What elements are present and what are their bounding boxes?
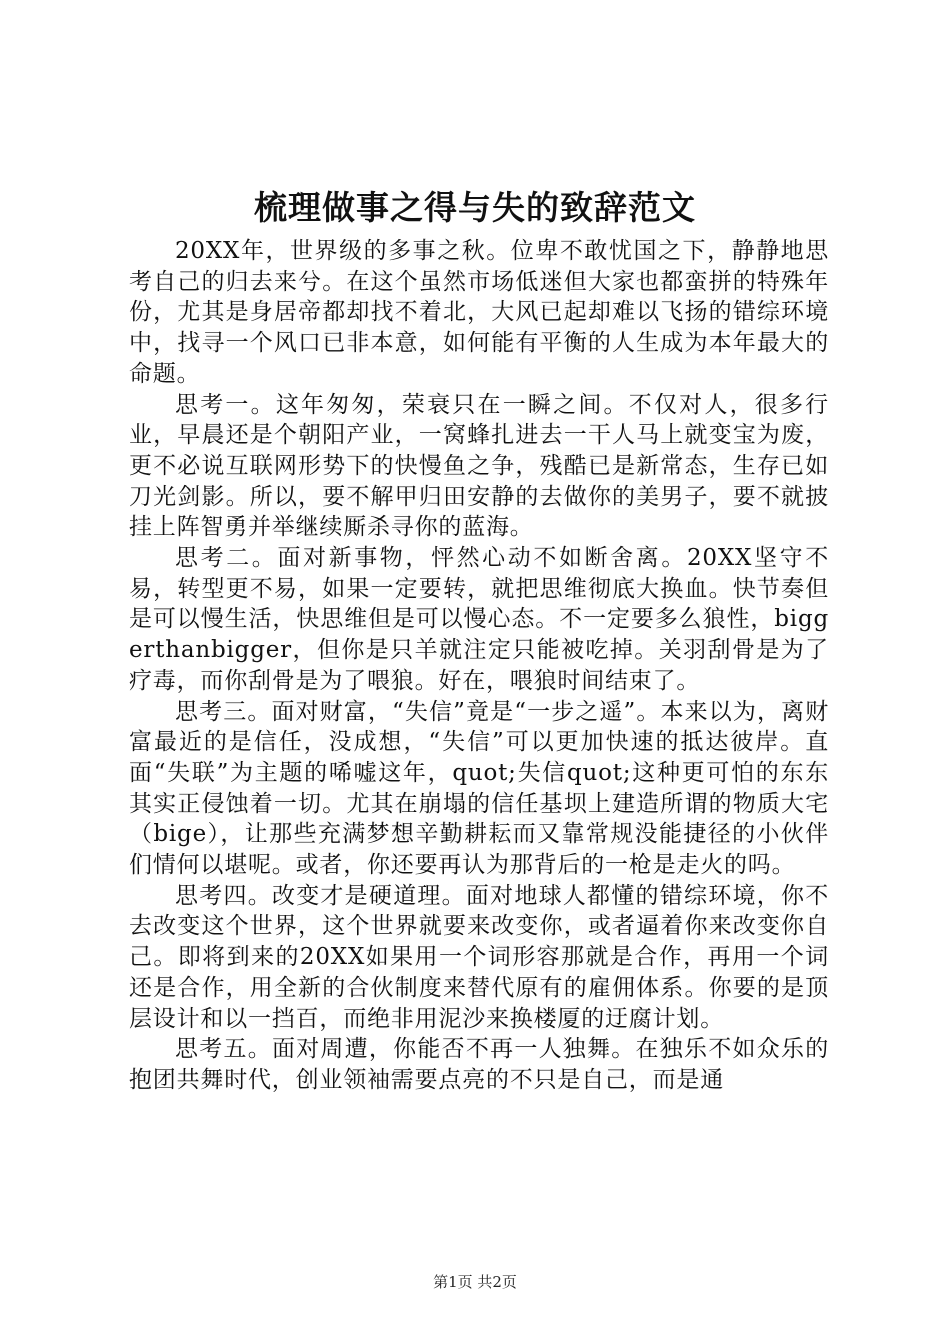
document-body (129, 236, 829, 1096)
page-number-footer: 第1页 共2页 (433, 1273, 517, 1291)
document-title: 梳理做事之得与失的致辞范文 (254, 188, 696, 227)
paragraph-thought-5: 思考五。面对周遭，你能否不再一人独舞。在独乐不如众乐的抱团共舞时代，创业领袖需要点亮的不只是自己，而是通 (129, 1036, 829, 1093)
paragraph-thought-4: 思考四。改变才是硬道理。面对地球人都懂的错综环境，你不去改变这个世界，这个世界就要来改变你，或者逼着你来改变你自己。即将到来的20XX如果用一个词形容那就是合作，再用一个词还是合作，用全新的合伙制度来替代原有的雇佣体系。你要的是顶层设计和以一挡百，而绝非用泥沙来换楼厦的迂腐计划。 (129, 882, 829, 1032)
paragraph-thought-2: 思考二。面对新事物，怦然心动不如断舍离。20XX坚守不易，转型更不易，如果一定要转，就把思维彻底大换血。快节奏但是可以慢生活，快思维但是可以慢心态。不一定要多么狼性，biggerthanbigger，但你是只羊就注定只能被吃掉。关羽刮骨是为了疗毒，而你刮骨是为了喂狼。好在，喂狼时间结束了。 (129, 545, 829, 694)
paragraph-thought-1: 思考一。这年匆匆，荣衰只在一瞬之间。不仅对人，很多行业，早晨还是个朝阳产业，一窝蜂扎进去一干人马上就变宝为废，更不必说互联网形势下的快慢鱼之争，残酷已是新常态，生存已如刀光剑影。所以，要不解甲归田安静的去做你的美男子，要不就披挂上阵智勇并举继续厮杀寻你的蓝海。 (129, 391, 829, 541)
paragraph-thought-3: 思考三。面对财富，“失信”竟是“一步之遥”。本来以为，离财富最近的是信任，没成想，“失信”可以更加快速的抵达彼岸。直面“失联”为主题的唏嘘这年，quot;失信quot;这种更可怕的东东其实正侵蚀着一切。尤其在崩塌的信任基坝上建造所谓的物质大宅（bige），让那些充满梦想辛勤耕耘而又靠常规没能捷径的小伙伴们情何以堪呢。或者，你还要再认为那背后的一枪是走火的吗。 (129, 698, 829, 879)
paragraph-intro: 20XX年，世界级的多事之秋。位卑不敢忧国之下，静静地思考自己的归去来兮。在这个虽然市场低迷但大家也都蛮拼的特殊年份，尤其是身居帝都却找不着北，大风已起却难以飞扬的错综环境中，找寻一个风口已非本意，如何能有平衡的人生成为本年最大的命题。 (129, 238, 829, 387)
